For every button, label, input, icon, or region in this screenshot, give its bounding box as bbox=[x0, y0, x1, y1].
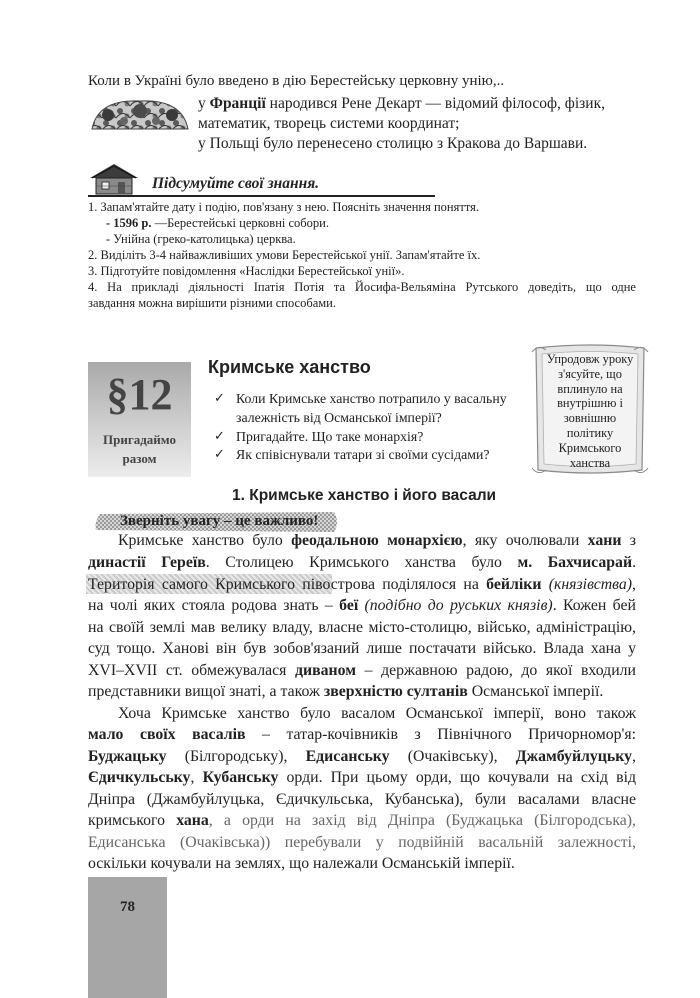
scroll-text: Упродовж уроку з'ясуйте, що вплинуло на внутрішню і зовнішню політику Кримського ханства bbox=[546, 352, 634, 470]
para2-line-4: Єдичкульську, Кубанську орди. При цьому орди, що кочували на схід від bbox=[88, 769, 636, 786]
house-icon bbox=[88, 162, 140, 196]
para2-line-6: кримського хана, а орди на захід від Дніпра (Буджацька (Білгородська), bbox=[88, 812, 636, 829]
summary-item-4: 4. На прикладі діяльності Іпатія Потія та Йосифа-Вельяміна Рутського доведіть, що одне bbox=[88, 280, 636, 294]
para1-line-1: Кримське ханство було феодальною монархією, яку очолювали хани з bbox=[118, 532, 636, 549]
summary-item-4-cont: завдання можна вирішити різними способами. bbox=[88, 296, 336, 310]
section-badge bbox=[88, 362, 191, 477]
recall-question: ✓ Пригадайте. Що таке монархія? bbox=[214, 428, 524, 447]
section-number: §12 bbox=[106, 370, 173, 419]
intro-line-2: у Франції народився Рене Декарт — відомий філософ, фізик, bbox=[198, 95, 605, 112]
para1-line-8: представники вищої знаті, а також зверхністю султанів Османської імперії. bbox=[88, 683, 604, 700]
para1-line-7: XVI–XVII ст. обмежувалася диваном – державною радою, до якої входили bbox=[88, 662, 636, 679]
summary-item-1: 1. Запам'ятайте дату і подію, пов'язану з нею. Поясніть значення поняття. bbox=[88, 200, 479, 214]
ornament-image bbox=[88, 95, 192, 133]
intro-line-3: математик, творець системи координат; bbox=[198, 115, 460, 132]
summary-item-2: 2. Виділіть 3-4 найважливіших умови Берестейської унії. Запам'ятайте їх. bbox=[88, 248, 481, 262]
recall-label-1: Пригадаймо bbox=[103, 432, 176, 447]
para2-line-1: Хоча Кримське ханство було васалом Османської імперії, воно також bbox=[118, 705, 636, 722]
para2-line-7: Едисанська (Очаківська)) перебували у подвійній васальній залежності, bbox=[88, 834, 636, 851]
recall-question: ✓ Коли Кримське ханство потрапило у васальну залежність від Османської імперії? bbox=[214, 390, 524, 428]
subsection-heading: 1. Кримське ханство і його васали bbox=[232, 487, 497, 504]
para2-line-3: Буджацьку (Білгородську), Едисанську (Очаківську), Джамбуйлуцьку, bbox=[88, 748, 636, 765]
summary-divider bbox=[88, 195, 435, 197]
attention-label: Зверніть увагу – це важливо! bbox=[120, 513, 319, 529]
recall-question: ✓ Як співіснували татари зі своїми сусідами? bbox=[214, 446, 524, 465]
para1-line-4: на чолі яких стояла родова знать – беї (подібно до руських князів). Кожен бей bbox=[88, 597, 636, 614]
intro-line-1: Коли в Україні було введено в дію Берестейську церковну унію,.. bbox=[88, 73, 505, 89]
summary-item-3: 3. Підготуйте повідомлення «Наслідки Берестейської унії». bbox=[88, 264, 405, 278]
page-number: 78 bbox=[120, 899, 135, 915]
para1-line-3: Територія самого Кримського півострова поділялося на бейліки (князівства), bbox=[88, 576, 636, 593]
recall-questions bbox=[214, 390, 524, 465]
summary-title: Підсумуйте свої знання. bbox=[152, 175, 320, 192]
intro-line-4: у Польщі було перенесено столицю з Кракова до Варшави. bbox=[198, 135, 588, 152]
para2-line-8: оскільки кочували на землях, що належали Османській імперії. bbox=[88, 855, 515, 872]
lesson-goal-scroll bbox=[530, 342, 650, 478]
page-number-tab bbox=[88, 877, 167, 998]
section-title: Кримське ханство bbox=[208, 357, 371, 377]
para2-line-2: мало своїх васалів – татар-кочівників з Північного Причорномор'я: bbox=[88, 726, 636, 743]
para1-line-5: на своїй землі мав велику владу, власне місто-столицю, військо, адміністрацію, bbox=[88, 619, 636, 636]
para2-line-5: Дніпра (Джамбуйлуцька, Єдичкульська, Кубанська), були васалами власне bbox=[88, 791, 636, 808]
summary-item-date: - 1596 р. —Берестейські церковні собори. bbox=[106, 216, 329, 230]
summary-item-term: - Унійна (греко-католицька) церква. bbox=[106, 232, 296, 246]
para1-line-6: суд тощо. Ханові він був зобов'язаний лише постачати військо. Влада хана у bbox=[88, 640, 636, 657]
para1-line-2: династії Гереїв. Столицею Кримського ханства було м. Бахчисарай. bbox=[88, 554, 637, 571]
recall-label-2: разом bbox=[122, 451, 157, 466]
